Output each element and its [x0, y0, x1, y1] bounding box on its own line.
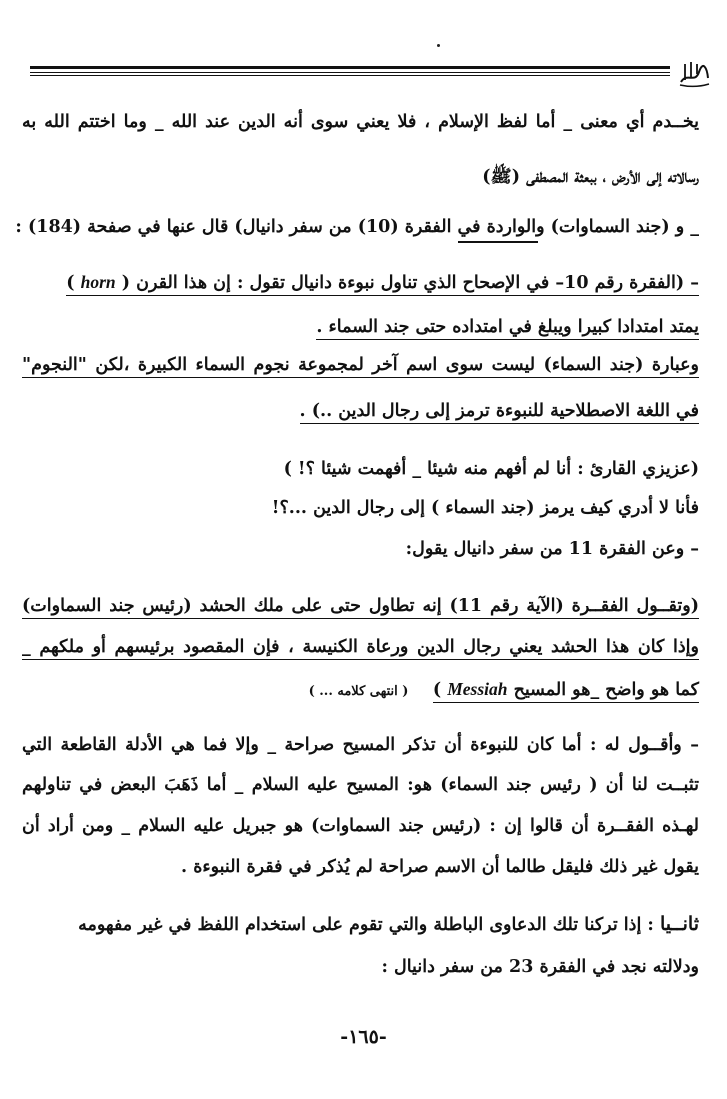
- text-line-17: يقول غير ذلك فليقل طالما أن الاسم صراحة لم يُذكر في فقرة النبوءة .: [181, 857, 699, 877]
- heading-thaniyan: ثانــيا: [659, 913, 699, 935]
- text-line-16: لهـذه الفقــرة أن قالوا إن : (رئيس جند السماوات) هو جبريل عليه السلام _ ومن أراد أن: [22, 816, 699, 836]
- header-rule: [30, 66, 670, 76]
- text-line-5: يمتد امتدادا كبيرا ويبلغ في امتداده حتى جند السماء .: [22, 314, 699, 340]
- end-quote-note: ( انتهى كلامه ... ): [308, 684, 409, 699]
- text-line-4: – (الفقرة رقم 10– في الإصحاح الذي تناول نبوءة دانيال تقول : إن هذا القرن ( horn ): [22, 269, 699, 296]
- text-line-10: – وعن الفقرة 11 من سفر دانيال يقول:: [405, 539, 699, 559]
- text-line-11: (وتقــول الفقــرة (الآية رقم 11) إنه تطاول حتى على ملك الحشد (رئيس جند السماوات): [22, 593, 699, 619]
- text-line-8: (عزيزي القارئ : أنا لم أفهم منه شيئا _ أفهمت شيئا ؟! ): [283, 459, 699, 479]
- underline-jund: [458, 241, 538, 243]
- text-line-1: يخــدم أي معنى _ أما لفظ الإسلام ، فلا يعني سوى أنه الدين عند الله _ وما اختتم الله به: [22, 112, 699, 132]
- text-line-13: كما هو واضح _هو المسيح Messiah ) ( انتهى كلامه ... ): [22, 676, 699, 705]
- speck: [437, 44, 440, 47]
- calligraphy-logo-icon: [677, 58, 711, 88]
- page-number: -١٦٥-: [340, 1026, 387, 1048]
- text-line-9: فأنا لا أدري كيف يرمز (جند السماء ) إلى رجال الدين ...؟!: [271, 498, 699, 518]
- text-line-7: في اللغة الاصطلاحية للنبوءة ترمز إلى رجال الدين ..) .: [22, 398, 699, 424]
- text-line-19: ودلالته نجد في الفقرة 23 من سفر دانيال :: [381, 957, 699, 977]
- text-line-12: وإذا كان هذا الحشد يعني رجال الدين ورعاة الكنيسة ، فإن المقصود برئيسهم أو ملكهم _: [22, 634, 699, 660]
- text-line-6: وعبارة (جند السماء) ليست سوى اسم آخر لمجموعة نجوم السماء الكبيرة ،لكن "النجوم": [22, 352, 699, 378]
- latin-term-horn: horn: [80, 272, 116, 292]
- text-line-2: رسالاته إلى الأرض ، ببعثة المصطفى (ﷺ): [482, 167, 699, 187]
- text-line-15: تثبــت لنا أن ( رئيس جند السماء) هو: المسيح عليه السلام _ أما ذَهَبَ البعض في تناولهم: [22, 775, 699, 795]
- text-line-14: – وأقــول له : أما كان للنبوءة أن تذكر المسيح صراحة _ وإلا فما هي الأدلة القاطعة التي: [22, 735, 699, 755]
- text-line-3: _ و (جند السماوات) والواردة في الفقرة (10) من سفر دانيال) قال عنها في صفحة (184) :: [15, 217, 699, 237]
- latin-term-messiah: Messiah: [447, 679, 508, 699]
- text-line-18: ثانــيا : إذا تركنا تلك الدعاوى الباطلة والتي تقوم على استخدام اللفظ في غير مفهومه: [78, 913, 699, 935]
